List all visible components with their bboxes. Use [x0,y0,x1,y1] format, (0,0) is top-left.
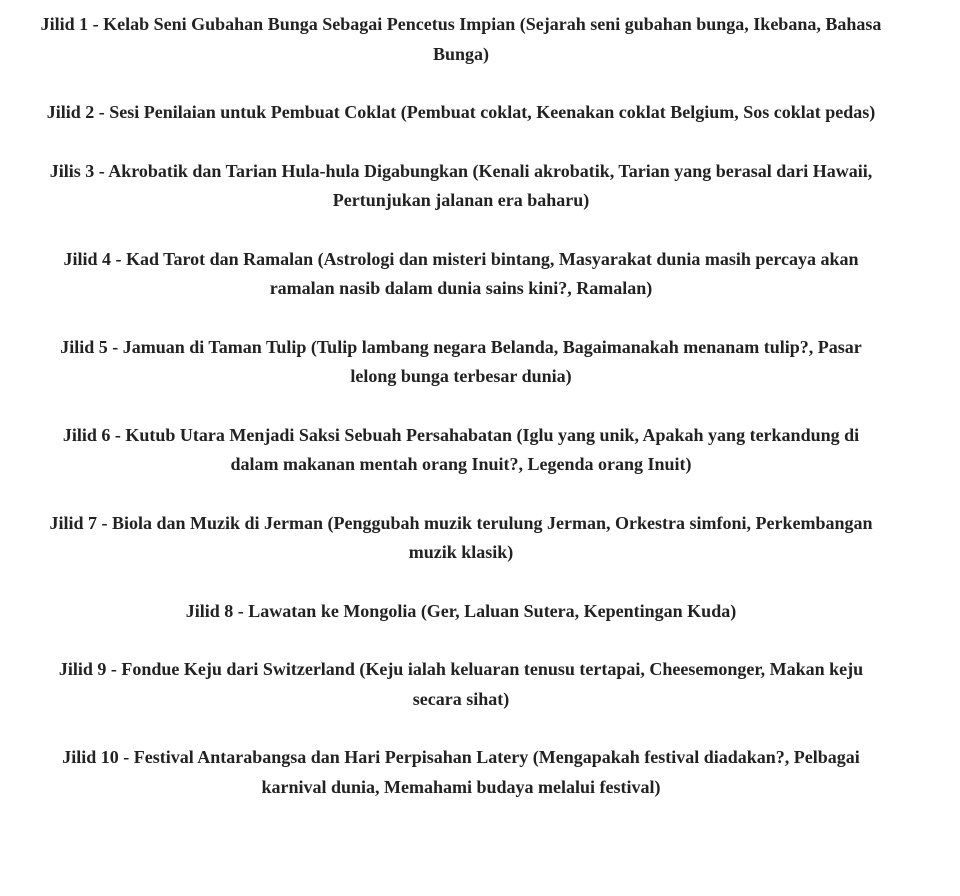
volume-entry-7: Jilid 7 - Biola dan Muzik di Jerman (Penggubah muzik terulung Jerman, Orkestra simfoni, Perkembangan muzik klasik) [49,512,873,562]
volume-entry-3: Jilis 3 - Akrobatik dan Tarian Hula-hula Digabungkan (Kenali akrobatik, Tarian yang berasal dari Hawaii, Pertunjukan jalanan era baharu) [49,160,873,210]
volume-entry-8: Jilid 8 - Lawatan ke Mongolia (Ger, Laluan Sutera, Kepentingan Kuda) [185,600,737,621]
volume-entry-4: Jilid 4 - Kad Tarot dan Ramalan (Astrologi dan misteri bintang, Masyarakat dunia masih percaya akan ramalan nasib dalam dunia sains kini?, Ramalan) [63,248,859,298]
volume-entry-9: Jilid 9 - Fondue Keju dari Switzerland (Keju ialah keluaran tenusu tertapai, Cheesemonger, Makan keju secara sihat) [58,659,864,709]
volume-entry-10: Jilid 10 - Festival Antarabangsa dan Hari Perpisahan Latery (Mengapakah festival diadakan?, Pelbagai karnival dunia, Memahami budaya melalui festival) [62,747,860,797]
volume-entry-5: Jilid 5 - Jamuan di Taman Tulip (Tulip lambang negara Belanda, Bagaimanakah menanam tulip?, Pasar lelong bunga terbesar dunia) [60,336,862,386]
volume-list [40,10,882,831]
volume-entry-2: Jilid 2 - Sesi Penilaian untuk Pembuat Coklat (Pembuat coklat, Keenakan coklat Belgium, Sos coklat pedas) [46,102,876,122]
volume-entry-6: Jilid 6 - Kutub Utara Menjadi Saksi Sebuah Persahabatan (Iglu yang unik, Apakah yang terkandung di dalam makanan mentah orang Inuit?, Legenda orang Inuit) [62,424,860,474]
volume-entry-1: Jilid 1 - Kelab Seni Gubahan Bunga Sebagai Pencetus Impian (Sejarah seni gubahan bunga, Ikebana, Bahasa Bunga) [40,14,882,64]
